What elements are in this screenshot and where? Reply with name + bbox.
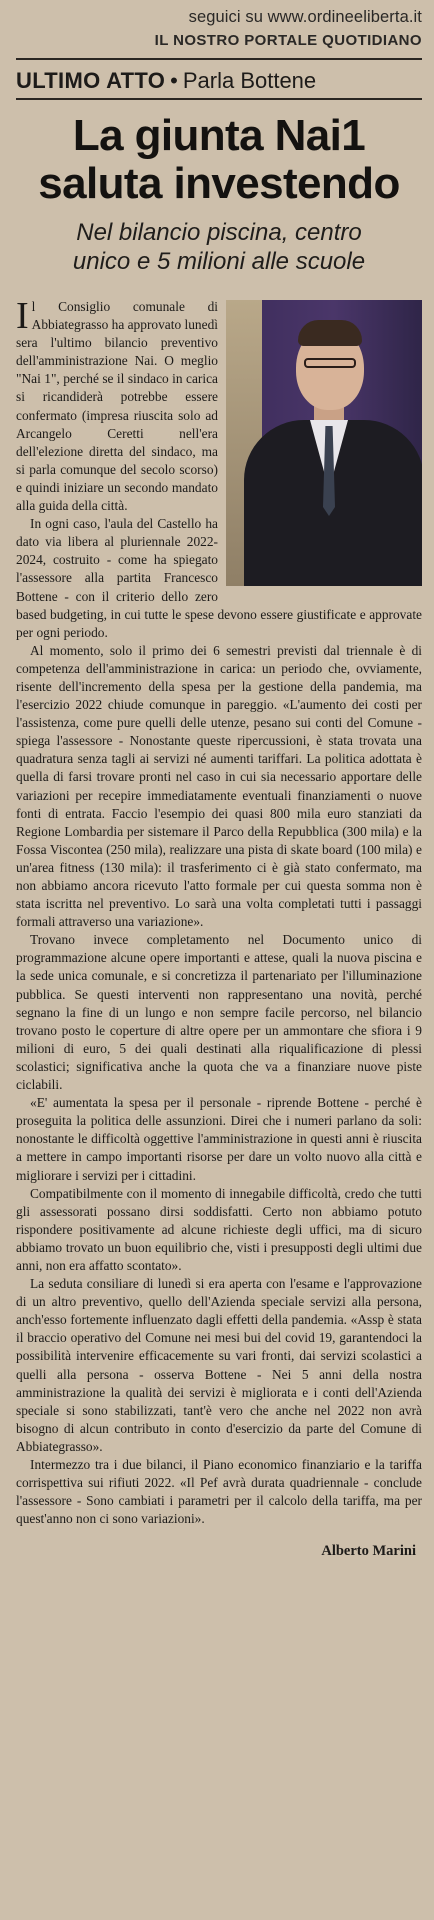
- kicker-speaker: Parla Bottene: [182, 68, 317, 93]
- paragraph-2: In ogni caso, l'aula del Castello ha dato via libera al pluriennale 2022-2024, costruito - come ha spiegato l'assessore alla partita Francesco Bottene - con il criterio dello zero based budgeting, in cui tutte le spese devono essere giustificate e approvate per ogni periodo.: [16, 516, 422, 640]
- paragraph-4: Trovano invece completamento nel Documento unico di programmazione alcune opere importanti e attese, quali la nuova piscina e la sede unica comunale, e si concretizza il partenariato per l'illuminazione pubblica. Se questi interventi non rappresentano una novità, perché segnano la fine di un lungo e non sempre facile percorso, nel bilancio trovano posto le coperture di altre opere per un ammontare che sfiora i 9 milioni di euro, 5 dei quali destinati alla riqualificazione di plessi scolastici; significativa anche la quota che va a finanziare nuove piste ciclabili.: [16, 932, 422, 1093]
- paragraph-8: Intermezzo tra i due bilanci, il Piano economico finanziario e la tariffa corrispettiva sui rifiuti 2022. «Il Pef avrà durata quadriennale - conclude l'assessore - Sono cambiati i parametri per il calcolo della tariffa, ma per quest'anno non ci sono variazioni».: [16, 1457, 422, 1527]
- portal-tagline: IL NOSTRO PORTALE QUOTIDIANO: [154, 32, 422, 49]
- subheadline-line-2: unico e 5 milioni alle scuole: [72, 248, 366, 275]
- website-link[interactable]: seguici su www.ordineeliberta.it: [188, 8, 422, 26]
- subheadline-line-1: Nel bilancio piscina, centro: [76, 219, 362, 246]
- kicker-section: ULTIMO ATTO: [16, 68, 166, 93]
- headline-line-2: saluta investendo: [38, 159, 400, 208]
- headline: [16, 112, 422, 208]
- paragraph-3: Al momento, solo il primo dei 6 semestri previsti dal triennale è di competenza dell'amministrazione in carica: un periodo che, ovviamente, risente dell'incremento della spesa per la gestione della pandemia, ma l'esercizio 2022 chiude comunque in pareggio. «L'aumento dei costi per l'assistenza, come pure quelli delle utenze, pesano sui conti del Comune - spiega l'assessore - Nonostante queste ripercussioni, è stata trovata una quadratura senza tagli ai servizi né aumenti tariffari. La politica adottata è quella di farsi trovare pronti nel caso in cui sia necessario apportare delle variazioni per recepire immediatamente eventuali finanziamenti o nuove fonti di entrata. Faccio l'esempio dei quasi 800 mila euro stanziati da Regione Lombardia per sistemare il Parco della Repubblica (300 mila) e la Fossa Viscontea (250 mila), realizzare una pista di skate board (100 mila) e un'area fitness (130 mila): il trasferimento ci è già stato confermato, ma non abbiamo ancora ricevuto l'atto formale per cui questa somma non è stata iscritta nel preventivo. Lo sarà una volta completati tutti i passaggi formali attraverso una variazione».: [16, 642, 422, 930]
- kicker-separator: •: [170, 68, 178, 93]
- headline-line-1: La giunta Nai1: [72, 111, 366, 160]
- masthead-strip: [16, 0, 422, 60]
- drop-cap: I: [16, 295, 29, 337]
- portrait-photo: [226, 300, 422, 586]
- author-byline: Alberto Marini: [321, 1543, 416, 1560]
- photo-glasses: [304, 358, 356, 368]
- paragraph-7: La seduta consiliare di lunedì si era aperta con l'esame e l'approvazione di un altro preventivo, quello dell'Azienda speciale servizi alla persona, anch'esso fortemente influenzato dagli effetti della pandemia. «Assp è stata il braccio operativo del Comune nei mesi bui del covid 19, garantendoci la possibilità intervenire efficacemente su vari fronti, dai servizi scolastici a quelli alla persona - osserva Bottene - Nei 5 anni della nostra amministrazione la qualità dei servizi è migliorata e i conti dell'Azienda speciale si sono stabilizzati, tant'è vero che anche nel 2022 non avrà bisogno di alcun contributo in conto d'esercizio da parte del Comune di Abbiategrasso».: [16, 1276, 422, 1454]
- paragraph-6: Compatibilmente con il momento di innegabile difficoltà, credo che tutti gli assessorati possano dirsi soddisfatti. Certo non abbiamo potuto rispondere positivamente ad alcune richieste degli uffici, ma di sicuro abbiamo trovato un buon equilibrio che, visti i presupposti degli ultimi due anni, non era affatto scontato».: [16, 1185, 422, 1273]
- photo-hair: [298, 320, 362, 346]
- paragraph-1-text: l Consiglio comunale di Abbiategrasso ha approvato lunedì sera l'ultimo bilancio preventivo dell'amministrazione Nai. O meglio "Nai 1", perché se il sindaco in carica si ricandiderà potrebbe essere confermato (impresa riuscita solo ad Arcangelo Ceretti nell'era dell'elezione diretta del sindaco, ma si parla comunque del secolo scorso) e quindi iniziare un secondo mandato alla guida della città.: [16, 299, 218, 514]
- subheadline: [16, 218, 422, 276]
- paragraph-5: «E' aumentata la spesa per il personale - riprende Bottene - perché è proseguita la politica delle assunzioni. Direi che i numeri parlano da soli: nonostante le difficoltà oggettive l'amministrazione in questi anni è riuscita a mettere in campo importanti risorse per dare un volto nuovo alla città e migliorare i servizi per i cittadini.: [16, 1095, 422, 1183]
- article-body: [16, 295, 422, 1560]
- section-kicker: [16, 68, 422, 100]
